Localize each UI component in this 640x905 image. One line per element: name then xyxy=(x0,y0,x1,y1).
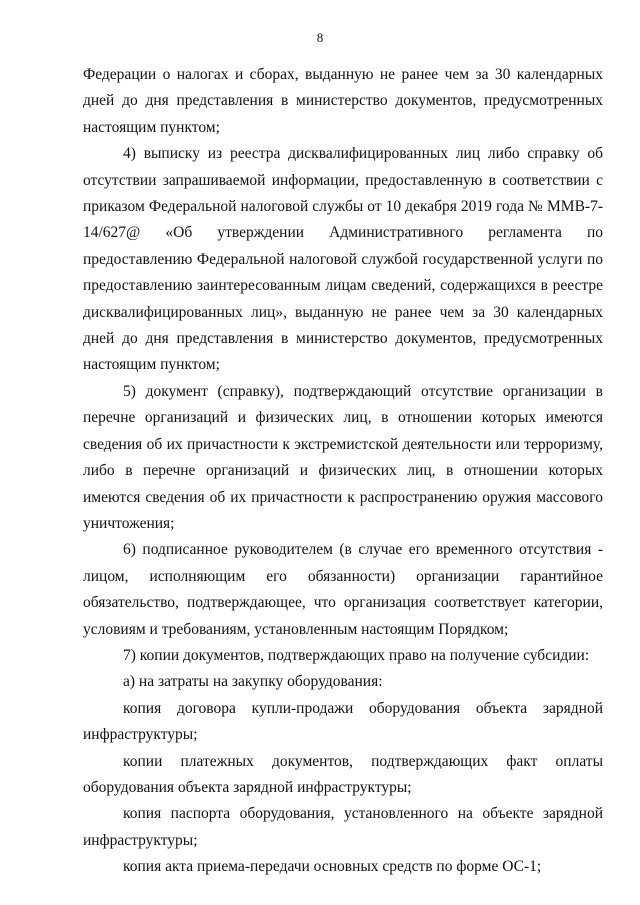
paragraph-item-7: 7) копии документов, подтверждающих право на получение субсидии: xyxy=(123,646,590,664)
paragraph-item-4: 4) выписку из реестра дисквалифицированных лиц либо справку об отсутствии запрашиваемой информации, предоставленную в соответствии с приказом Федеральной налоговой службы от 10 декабря 2019 года № ММВ-7-14/627@ «Об утверждении Административного регламента по предоставлению Федеральной налоговой службой государственной услуги по предоставлению заинтересованным лицам сведений, содержащихся в реестре дисквалифицированных лиц», выданную не ранее чем за 30 календарных дней до дня представления в министерство документов, предусмотренных настоящим пунктом; xyxy=(83,145,603,374)
paragraph-payment-docs: копии платежных документов, подтверждающих факт оплаты оборудования объекта зарядной инфраструктуры; xyxy=(83,752,603,796)
paragraph-item-6: 6) подписанное руководителем (в случае его временного отсутствия - лицом, исполняющим его обязанности) организации гарантийное обязательство, подтверждающее, что организация соответствует категории, условиям и требованиям, установленным настоящим Порядком; xyxy=(83,541,603,638)
paragraph-acceptance-act: копия акта приема-передачи основных средств по форме ОС-1; xyxy=(123,858,542,876)
paragraph-item-5: 5) документ (справку), подтверждающий отсутствие организации в перечне организаций и физических лиц, в отношении которых имеются сведения об их причастности к экстремистской деятельности или терроризму, либо в перечне организаций и физических лиц, в отношении которых имеются сведения об их причастности к распространению оружия массового уничтожения; xyxy=(83,382,603,532)
paragraph-subitem-a: а) на затраты на закупку оборудования: xyxy=(123,673,383,691)
paragraph-equipment-passport: копия паспорта оборудования, установленного на объекте зарядной инфраструктуры; xyxy=(83,805,603,849)
paragraph-continuation: Федерации о налогах и сборах, выданную не ранее чем за 30 календарных дней до дня представления в министерство документов, предусмотренных настоящим пунктом; xyxy=(83,66,603,136)
page-number: 8 xyxy=(316,30,324,45)
document-body xyxy=(83,62,603,881)
paragraph-contract-copy: копия договора купли-продажи оборудования объекта зарядной инфраструктуры; xyxy=(83,699,603,744)
